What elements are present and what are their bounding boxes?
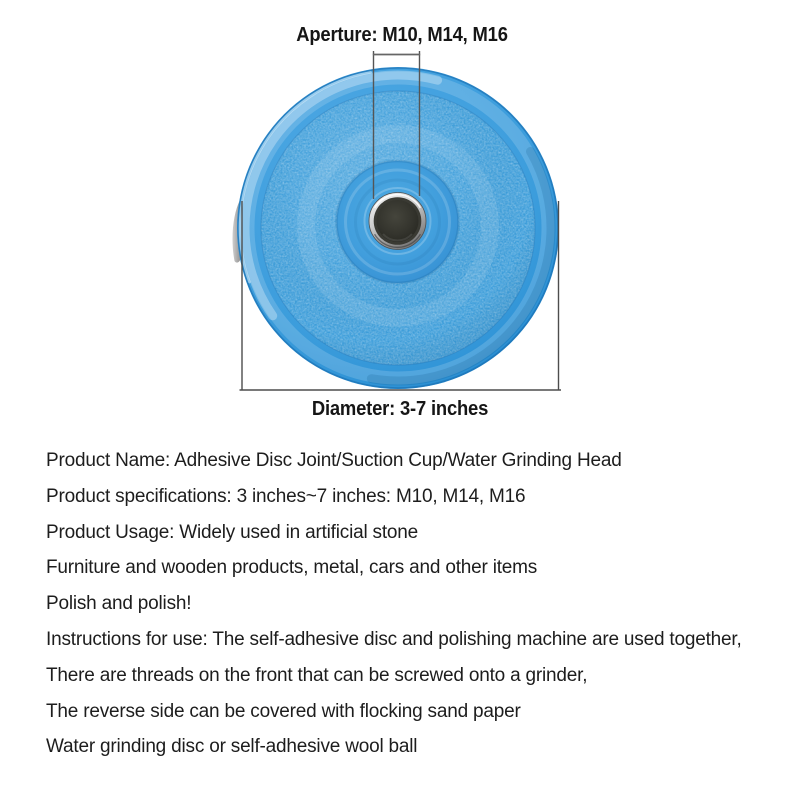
aperture-hole [377,200,419,242]
description-line: Product specifications: 3 inches~7 inches: M10, M14, M16 [46,485,526,507]
description-line: Furniture and wooden products, metal, cars and other items [46,557,538,579]
description-line: The reverse side can be covered with flocking sand paper [46,700,521,722]
aperture-metal-ring [369,193,426,250]
description-line: Water grinding disc or self-adhesive wool ball [46,736,418,758]
description-line: Product Usage: Widely used in artificial stone [46,521,419,543]
description-line: Instructions for use: The self-adhesive disc and polishing machine are used together, [46,628,742,650]
diameter-label: Diameter: 3-7 inches [311,398,489,420]
aperture-label: Aperture: M10, M14, M16 [296,24,508,46]
product-description [46,443,786,765]
description-line: There are threads on the front that can be screwed onto a grinder, [46,664,588,686]
description-line: Polish and polish! [46,593,192,615]
product-photo-disc [237,67,559,389]
description-line: Product Name: Adhesive Disc Joint/Suction Cup/Water Grinding Head [46,450,622,471]
